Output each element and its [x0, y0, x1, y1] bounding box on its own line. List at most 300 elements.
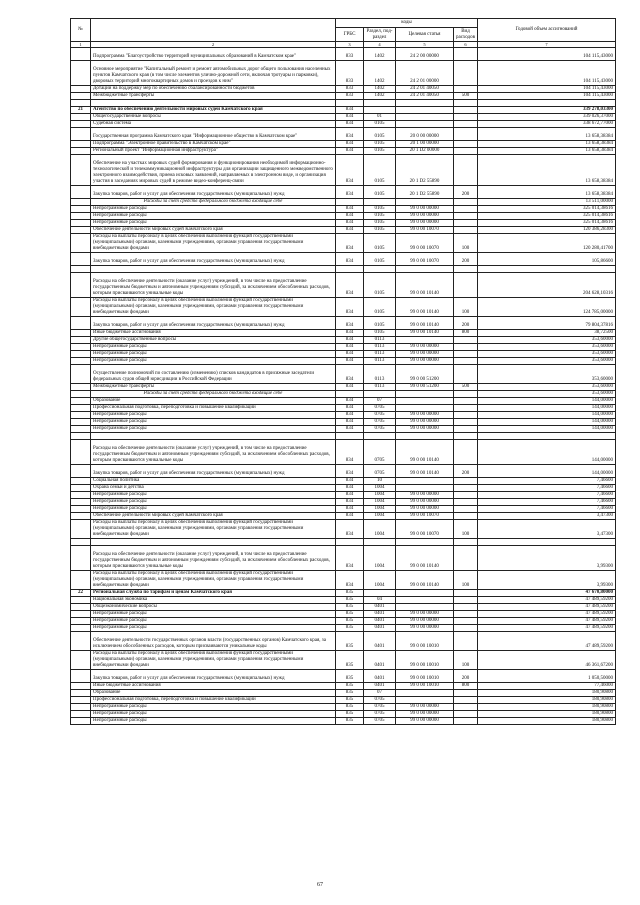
row-name: Непрограммные расходы	[91, 412, 336, 419]
row-name: Закупка товаров, работ и услуг для обеспечения государственных (муниципальных) нужд	[91, 253, 336, 266]
row-target-article	[396, 199, 454, 206]
row-expense-type	[454, 213, 478, 220]
row-expense-type: 100	[454, 571, 478, 590]
row-amount: 353,60000	[478, 365, 616, 384]
row-name: Расходы за счет средств федерального бюджета входящие себе	[91, 199, 336, 206]
row-target-article	[396, 697, 454, 704]
row-name: Непрограммные расходы	[91, 492, 336, 499]
row-number	[71, 433, 91, 440]
row-name: Межбюджетные трансферты	[91, 384, 336, 391]
row-grbs: 834	[336, 121, 364, 128]
row-expense-type	[454, 697, 478, 704]
table-row	[71, 506, 616, 513]
row-grbs: 834	[336, 351, 364, 358]
table-row	[71, 61, 616, 86]
row-amount: 353,60000	[478, 391, 616, 398]
row-expense-type	[454, 513, 478, 520]
row-name: Непрограммные расходы	[91, 704, 336, 711]
row-amount	[478, 539, 616, 546]
row-number	[71, 384, 91, 391]
row-razdel: 07	[364, 398, 396, 405]
row-amount: 105,86600	[478, 253, 616, 266]
row-razdel: 04	[364, 597, 396, 604]
row-razdel: 0105	[364, 128, 396, 141]
row-target-article: 20 1 00 00000	[396, 141, 454, 148]
row-target-article: 99 0 00 10140	[396, 317, 454, 330]
row-amount: 47 670,80000	[478, 590, 616, 597]
row-name: Основное мероприятие "Капитальный ремонт и ремонт автомобильных дорог общего пользования населенных пунктов Камчатского края (в том числе элементов улично-дорожной сети, включая тротуары и парковки), дворовых территорий многоквартирных домов и проездов к ним"	[91, 61, 336, 86]
row-number	[71, 365, 91, 384]
row-grbs: 834	[336, 227, 364, 234]
row-target-article	[396, 114, 454, 121]
row-target-article: 24 2 01 40050	[396, 86, 454, 93]
row-target-article: 99 0 00 00000	[396, 351, 454, 358]
table-row	[71, 546, 616, 571]
table-row	[71, 273, 616, 298]
table-row	[71, 611, 616, 618]
header-grbs: ГРБС	[336, 28, 364, 42]
row-expense-type	[454, 718, 478, 725]
row-amount: 120 280,41700	[478, 234, 616, 253]
row-razdel	[364, 433, 396, 440]
row-razdel: 0705	[364, 426, 396, 433]
row-grbs: 834	[336, 412, 364, 419]
row-razdel: 1004	[364, 513, 396, 520]
row-grbs: 834	[336, 358, 364, 365]
row-expense-type	[454, 391, 478, 398]
row-razdel: 0105	[364, 253, 396, 266]
table-row	[71, 220, 616, 227]
row-expense-type	[454, 632, 478, 651]
row-number	[71, 571, 91, 590]
row-name: Непрограммные расходы	[91, 358, 336, 365]
row-expense-type	[454, 478, 478, 485]
row-number	[71, 48, 91, 61]
row-grbs: 835	[336, 711, 364, 718]
row-number	[71, 398, 91, 405]
header-no: №	[71, 19, 91, 42]
row-number	[71, 273, 91, 298]
header-codes: коды	[336, 19, 478, 28]
row-grbs: 834	[336, 546, 364, 571]
table-row	[71, 520, 616, 539]
row-grbs: 834	[336, 384, 364, 391]
row-number	[71, 121, 91, 128]
row-razdel: 0705	[364, 704, 396, 711]
row-number	[71, 440, 91, 465]
row-razdel: 0401	[364, 632, 396, 651]
row-target-article: 99 0 00 10070	[396, 234, 454, 253]
row-amount: 353,60000	[478, 358, 616, 365]
row-expense-type: 800	[454, 330, 478, 337]
row-target-article: 99 0 00 10140	[396, 571, 454, 590]
row-name: Непрограммные расходы	[91, 711, 336, 718]
table-row	[71, 625, 616, 632]
row-target-article: 99 0 00 00000	[396, 492, 454, 499]
row-razdel	[364, 199, 396, 206]
row-grbs: 835	[336, 690, 364, 697]
row-expense-type	[454, 344, 478, 351]
row-razdel: 0705	[364, 440, 396, 465]
row-number	[71, 234, 91, 253]
row-razdel: 1402	[364, 61, 396, 86]
table-row	[71, 253, 616, 266]
header-amount: Годовой объем ассигнований	[478, 19, 616, 42]
row-number	[71, 683, 91, 690]
row-target-article: 99 0 00 00000	[396, 704, 454, 711]
row-target-article: 99 0 00 10010	[396, 651, 454, 670]
row-grbs: 834	[336, 234, 364, 253]
row-target-article: 99 0 00 10010	[396, 670, 454, 683]
row-number	[71, 670, 91, 683]
row-number	[71, 625, 91, 632]
row-target-article: 99 0 00 00000	[396, 419, 454, 426]
row-name: Расходы за счет средств федерального бюджета входящие себе	[91, 391, 336, 398]
row-number	[71, 412, 91, 419]
row-razdel: 0401	[364, 625, 396, 632]
row-grbs: 834	[336, 114, 364, 121]
row-name: Непрограммные расходы	[91, 419, 336, 426]
row-name: Непрограммные расходы	[91, 426, 336, 433]
row-target-article	[396, 391, 454, 398]
table-row	[71, 718, 616, 725]
row-razdel	[364, 539, 396, 546]
table-row	[71, 330, 616, 337]
row-grbs: 834	[336, 253, 364, 266]
row-grbs: 834	[336, 499, 364, 506]
row-name: Непрограммные расходы	[91, 611, 336, 618]
row-razdel: 0705	[364, 412, 396, 419]
row-grbs: 835	[336, 651, 364, 670]
table-row	[71, 670, 616, 683]
row-number	[71, 266, 91, 273]
row-amount: 38,72500	[478, 330, 616, 337]
table-row	[71, 48, 616, 61]
row-name: Расходы на выплаты персоналу в целях обеспечения выполнения функций государственными (муниципальными) органами, казенными учреждениями, органами управления государственными внебюджетными фондами	[91, 298, 336, 317]
row-target-article	[396, 604, 454, 611]
row-grbs: 834	[336, 465, 364, 478]
row-name: Закупка товаров, работ и услуг для обеспечения государственных (муниципальных) нужд	[91, 317, 336, 330]
row-target-article	[396, 398, 454, 405]
row-grbs: 834	[336, 426, 364, 433]
header-title	[91, 19, 336, 42]
row-razdel: 0105	[364, 213, 396, 220]
table-row	[71, 604, 616, 611]
table-row	[71, 571, 616, 590]
row-target-article	[396, 405, 454, 412]
row-expense-type: 800	[454, 683, 478, 690]
row-target-article	[396, 690, 454, 697]
table-row	[71, 651, 616, 670]
row-amount: 1 050,50000	[478, 670, 616, 683]
colnum: 6	[454, 42, 478, 48]
row-amount: 338 672,77000	[478, 121, 616, 128]
header-csr: Целевая статья	[396, 28, 454, 42]
row-target-article	[396, 597, 454, 604]
row-grbs: 834	[336, 520, 364, 539]
row-grbs: 834	[336, 128, 364, 141]
row-expense-type	[454, 365, 478, 384]
row-razdel: 0113	[364, 337, 396, 344]
row-amount: 124 785,00000	[478, 298, 616, 317]
row-number	[71, 704, 91, 711]
row-grbs: 834	[336, 485, 364, 492]
row-target-article	[396, 485, 454, 492]
row-grbs: 833	[336, 61, 364, 86]
row-grbs: 834	[336, 506, 364, 513]
table-row	[71, 100, 616, 107]
row-number	[71, 492, 91, 499]
row-amount: 180,90800	[478, 704, 616, 711]
row-number	[71, 155, 91, 186]
row-amount: 339 026,37000	[478, 114, 616, 121]
row-number	[71, 690, 91, 697]
row-razdel: 1402	[364, 93, 396, 100]
table-row	[71, 683, 616, 690]
table-row	[71, 405, 616, 412]
row-expense-type	[454, 107, 478, 114]
row-grbs: 834	[336, 571, 364, 590]
row-razdel: 0113	[364, 365, 396, 384]
row-grbs: 835	[336, 590, 364, 597]
row-expense-type	[454, 337, 478, 344]
row-expense-type	[454, 128, 478, 141]
row-name: Обеспечение деятельности мировых судей Камчатского края	[91, 227, 336, 234]
row-amount: 3,99300	[478, 571, 616, 590]
row-amount: 7,46600	[478, 478, 616, 485]
table-row	[71, 317, 616, 330]
row-grbs: 834	[336, 273, 364, 298]
row-amount: 180,90800	[478, 711, 616, 718]
row-target-article	[396, 433, 454, 440]
row-razdel: 0705	[364, 697, 396, 704]
row-name: Иные бюджетные ассигнования	[91, 330, 336, 337]
row-grbs: 834	[336, 492, 364, 499]
row-target-article: 99 0 00 00000	[396, 412, 454, 419]
table-row	[71, 128, 616, 141]
row-expense-type	[454, 711, 478, 718]
table-row	[71, 697, 616, 704]
table-row	[71, 499, 616, 506]
row-target-article	[396, 337, 454, 344]
row-grbs: 835	[336, 632, 364, 651]
table-row	[71, 426, 616, 433]
table-row	[71, 351, 616, 358]
row-razdel: 10	[364, 478, 396, 485]
row-amount: 204 628,10316	[478, 273, 616, 298]
row-amount: 353,60000	[478, 351, 616, 358]
row-name: Расходы на обеспечение деятельности (оказание услуг) учреждений, в том числе на предоставление государственным бюджетным и автономным учреждениям субсидий, за исключением обособленных расходов, которым присваиваются уникальные коды	[91, 546, 336, 571]
row-expense-type	[454, 148, 478, 155]
row-target-article: 99 0 00 00000	[396, 625, 454, 632]
row-expense-type	[454, 604, 478, 611]
row-target-article: 99 0 00 00000	[396, 718, 454, 725]
row-number	[71, 718, 91, 725]
row-amount: 3,99300	[478, 546, 616, 571]
row-number: 21	[71, 107, 91, 114]
row-grbs: 834	[336, 405, 364, 412]
row-number	[71, 520, 91, 539]
row-amount: 339 278,03300	[478, 107, 616, 114]
row-grbs: 835	[336, 670, 364, 683]
row-razdel: 0105	[364, 186, 396, 199]
row-target-article: 99 0 00 10070	[396, 253, 454, 266]
row-amount: 7,46600	[478, 499, 616, 506]
row-grbs	[336, 433, 364, 440]
row-amount: 325 014,38616	[478, 220, 616, 227]
row-number	[71, 337, 91, 344]
row-grbs: 834	[336, 317, 364, 330]
row-amount: 46 361,67200	[478, 651, 616, 670]
row-expense-type	[454, 61, 478, 86]
row-razdel: 0105	[364, 234, 396, 253]
row-target-article: 99 0 00 10070	[396, 520, 454, 539]
row-expense-type	[454, 405, 478, 412]
row-target-article: 99 0 00 10070	[396, 227, 454, 234]
row-amount: 13 658,38384	[478, 148, 616, 155]
row-expense-type	[454, 492, 478, 499]
row-number	[71, 344, 91, 351]
row-grbs: 834	[336, 419, 364, 426]
row-expense-type	[454, 100, 478, 107]
row-amount: 13 658,38384	[478, 141, 616, 148]
row-number	[71, 220, 91, 227]
row-expense-type	[454, 86, 478, 93]
row-razdel: 0113	[364, 384, 396, 391]
row-target-article: 99 0 00 00000	[396, 426, 454, 433]
row-name: Расходы на выплаты персоналу в целях обеспечения выполнения функций государственными (муниципальными) органами, казенными учреждениями, органами управления государственными внебюджетными фондами	[91, 234, 336, 253]
row-razdel: 0705	[364, 711, 396, 718]
row-number	[71, 546, 91, 571]
row-grbs: 835	[336, 611, 364, 618]
row-amount: 180,90800	[478, 718, 616, 725]
row-number	[71, 391, 91, 398]
row-name: Непрограммные расходы	[91, 718, 336, 725]
table-row	[71, 690, 616, 697]
row-expense-type: 200	[454, 186, 478, 199]
row-target-article: 99 0 00 00000	[396, 358, 454, 365]
header-razdel: Раздел, под-раздел	[364, 28, 396, 42]
row-expense-type	[454, 426, 478, 433]
row-number	[71, 358, 91, 365]
table-row	[71, 711, 616, 718]
row-expense-type	[454, 485, 478, 492]
row-name: Непрограммные расходы	[91, 351, 336, 358]
row-expense-type	[454, 227, 478, 234]
row-razdel: 1402	[364, 86, 396, 93]
row-grbs: 834	[336, 141, 364, 148]
row-razdel: 0105	[364, 155, 396, 186]
row-razdel: 1402	[364, 48, 396, 61]
row-expense-type	[454, 358, 478, 365]
colnum: 2	[91, 42, 336, 48]
row-amount: 144,00000	[478, 440, 616, 465]
row-target-article: 99 0 00 00000	[396, 611, 454, 618]
table-row	[71, 465, 616, 478]
row-target-article: 24 2 01 40050	[396, 93, 454, 100]
row-number	[71, 506, 91, 513]
row-amount: 144,00000	[478, 465, 616, 478]
row-target-article: 20 1 D2 55890	[396, 155, 454, 186]
table-row	[71, 419, 616, 426]
row-grbs: 833	[336, 93, 364, 100]
table-row	[71, 358, 616, 365]
table-row	[71, 234, 616, 253]
row-number: 22	[71, 590, 91, 597]
row-name: Образование	[91, 690, 336, 697]
row-grbs: 834	[336, 344, 364, 351]
row-expense-type	[454, 220, 478, 227]
row-amount: 325 014,38616	[478, 206, 616, 213]
row-name: Непрограммные расходы	[91, 213, 336, 220]
table-row	[71, 398, 616, 405]
row-amount: 47 489,59200	[478, 597, 616, 604]
row-name: Дотации на поддержку мер по обеспечению сбалансированности бюджетов	[91, 86, 336, 93]
row-name: Подпрограмма "Благоустройство территорий муниципальных образований в Камчатском крае"	[91, 48, 336, 61]
row-target-article: 99 0 00 10010	[396, 632, 454, 651]
row-amount: 13 511,00000	[478, 199, 616, 206]
row-grbs: 834	[336, 513, 364, 520]
row-amount: 180,90800	[478, 690, 616, 697]
row-name: Обеспечение деятельности государственных органов власти (государственных органов) Камчатского края, за исключением обособленных расходов, которым присваиваются уникальные коды	[91, 632, 336, 651]
row-razdel: 0705	[364, 465, 396, 478]
row-amount: 325 014,38616	[478, 213, 616, 220]
row-target-article: 99 0 00 00000	[396, 506, 454, 513]
row-amount: 144,00000	[478, 398, 616, 405]
row-amount: 7,46600	[478, 492, 616, 499]
row-target-article: 24 2 01 00000	[396, 61, 454, 86]
row-amount: 144,00000	[478, 419, 616, 426]
row-razdel: 0105	[364, 148, 396, 155]
row-name: Другие общегосударственные вопросы	[91, 337, 336, 344]
row-amount: 79 804,37816	[478, 317, 616, 330]
table-row	[71, 597, 616, 604]
row-amount: 3,47300	[478, 520, 616, 539]
row-razdel	[364, 391, 396, 398]
row-razdel: 0105	[364, 227, 396, 234]
row-expense-type: 200	[454, 253, 478, 266]
row-target-article	[396, 590, 454, 597]
row-razdel: 1004	[364, 492, 396, 499]
row-amount: 104 115,43000	[478, 48, 616, 61]
row-name: Закупка товаров, работ и услуг для обеспечения государственных (муниципальных) нужд	[91, 465, 336, 478]
row-grbs	[336, 266, 364, 273]
row-amount: 180,90800	[478, 697, 616, 704]
table-row	[71, 121, 616, 128]
row-expense-type	[454, 590, 478, 597]
row-name: Региональный проект "Информационная инфраструктура"	[91, 148, 336, 155]
row-target-article: 99 0 00 00000	[396, 220, 454, 227]
row-razdel: 1004	[364, 506, 396, 513]
table-body	[71, 48, 616, 725]
row-amount: 77,46000	[478, 683, 616, 690]
row-amount: 13 658,38384	[478, 128, 616, 141]
row-target-article: 99 0 00 10140	[396, 546, 454, 571]
row-number	[71, 465, 91, 478]
row-target-article	[396, 107, 454, 114]
row-razdel: 1004	[364, 546, 396, 571]
table-row	[71, 114, 616, 121]
row-number	[71, 128, 91, 141]
table-row	[71, 590, 616, 597]
row-grbs: 833	[336, 86, 364, 93]
row-expense-type	[454, 690, 478, 697]
row-amount: 353,60000	[478, 337, 616, 344]
row-grbs: 834	[336, 365, 364, 384]
row-grbs: 835	[336, 618, 364, 625]
row-target-article	[396, 539, 454, 546]
row-number	[71, 513, 91, 520]
